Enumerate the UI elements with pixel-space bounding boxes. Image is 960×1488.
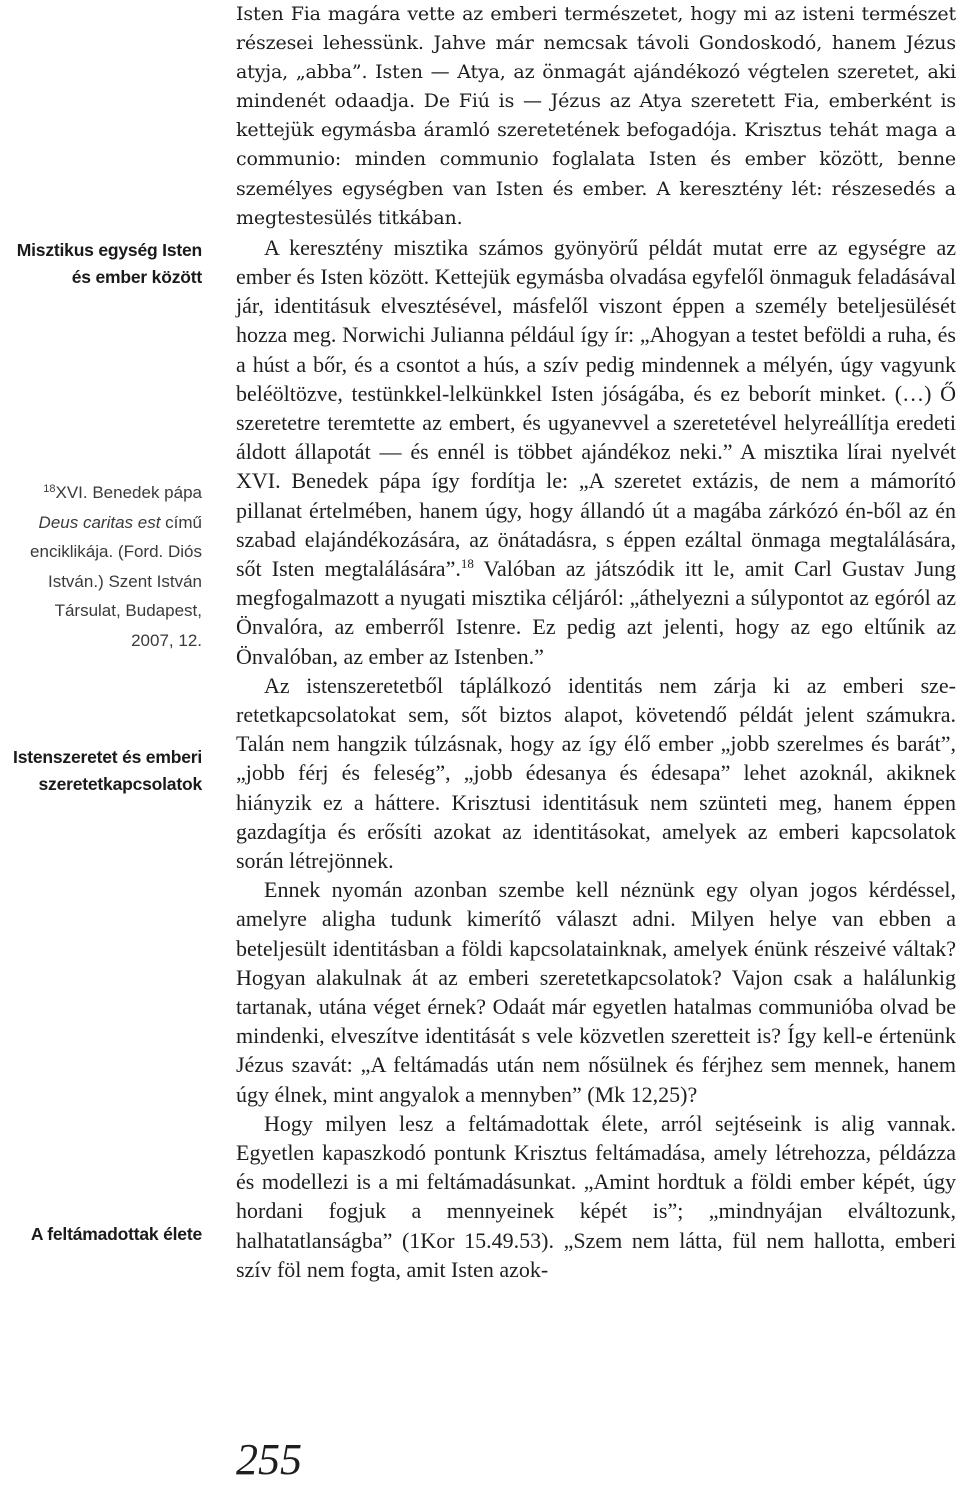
footnote-title-italic: Deus caritas est: [38, 512, 161, 532]
margin-heading-line: Misztikus egység Isten: [16, 240, 202, 260]
footnote-line: István.) Szent István: [47, 571, 202, 591]
paragraph-text: A keresztény misztika számos gyönyörű példát mutat erre az egységre az ember és Isten között. Kettejük egymásba olvadása egyfelől önmaguk feladásával jár, identitásuk elvesztésével, másfelől viszont éppen a személy beteljesülését hozza meg. Norwichi Julianna például így ír: „Ahogyan a testet beföldi a ruha, és a húst a bőr, és a csontot a hús, a szív pedig mindennek a mélyén, úgy vagyunk beléöltözve, testünkkel-lelkünkkel Isten jóságába, és ez beborít minket. (…) Ő szeretetre teremtette az embert, és ugyanevvel a szeretetével helyreállítja eredeti áldott állapotát — és ennél is többet ajándékoz neki.” A misztika lírai nyelvét XVI. Benedek pápa így fordítja le: „A szeretet extázis, de nem a mámorító pillanat értelmében, hanem úgy, hogy állandó út a magába zárkózó én-ből az én szabad elajándékozására, az önátadásra, s éppen ezáltal önmaga megtalálására, sőt Isten megtalálására”.: [236, 234, 956, 581]
footnote-text: XVI. Benedek pápa: [55, 483, 202, 502]
footnote-text: című: [160, 512, 202, 532]
margin-heading-line: szeretetkapcsolatok: [38, 774, 202, 794]
margin-heading-love-relationships: [0, 744, 202, 798]
paragraph-resurrection: Hogy milyen lesz a feltámadottak élete, arról sejtéseink is alig vannak. Egyetlen kapaszkodó pontunk Krisztus feltámadása, amely létrehozza, példázza és modellezi is a mi feltámadásunkat. „Amint hordtuk a földi ember képét, úgy hordani fogjuk a mennyeinek képét is”; „mindnyájan elváltozunk, halhatatlanságba” (1Kor 15.49.53). „Szem nem látta, fül nem hallotta, emberi szív föl nem fogta, amit Isten azok-: [236, 1110, 956, 1282]
footnote-line: [0, 478, 202, 508]
footnote-18: [0, 478, 202, 655]
margin-column: [0, 0, 204, 1488]
footnote-number: 18: [43, 483, 56, 495]
footnote-reference[interactable]: 18: [460, 555, 474, 571]
margin-heading-resurrected-life: [0, 1221, 202, 1248]
footnote-line: 2007, 12.: [131, 630, 202, 650]
margin-heading-line: és ember között: [71, 267, 202, 287]
paragraph-mystic-unity: [236, 233, 956, 671]
margin-heading-line: Istenszeretet és emberi: [13, 747, 202, 767]
paragraph-question: Ennek nyomán azonban szembe kell néznünk egy olyan jogos kérdéssel, amelyre aligha tudunk kimerítő választ adni. Milyen helye van ebben a beteljesült identitásban a földi kapcsolatainknak, amelyek énünk részeivé váltak? Hogyan alakulnak át az emberi szeretetkapcsolatok? Vajon csak a halálunkig tartanak, utána véget érnek? Odaát már egyetlen hatalmas communióba olvad be mindenki, elveszítve identitását s vele közvetlen szeretteit is? Így kell-e értenünk Jézus szavát: „A feltámadás után nem nősülnek és férjhez sem mennek, hanem úgy élnek, mint angyalok a mennyben” (Mk 12,25)?: [236, 877, 956, 1107]
margin-heading-line: A feltámadottak élete: [30, 1224, 202, 1244]
paragraph-love-relationships: Az istenszeretetből táplálkozó identitás nem zárja ki az emberi szeretetkapcsolatokat sem, sőt biztos alapot, követendő példát jelent számukra. Talán nem hangzik túlzásnak, hogy az így élő ember „jobb szerelmes és barát”, „jobb férj és feleség”, „jobb édesanya és édesapa” lehet azoknál, akiknek hiányzik ez a háttere. Krisztusi identitásuk nem szünteti meg, hanem éppen gazdagítja és erősíti azokat az identitásokat, amelyek az emberi kapcsolatok során létrejönnek.: [236, 672, 956, 874]
paragraph-incarnation: Isten Fia magára vette az emberi természetet, hogy mi az isteni természet részesei lehessünk. Jahve már nemcsak távoli Gondoskodó, hanem Jézus atyja, „abba”. Isten — Atya, az önmagát ajándékozó végtelen szeretet, aki mindenét odaadja. De Fiú is — Jézus az Atya szeretett Fia, emberként is kettejük egymásba áramló szeretetének befogadója. Krisztus tehát maga a communio: minden communio foglalata Isten és ember között, benne személyes egységben van Isten és ember. A keresztény lét: részesedés a megtestesülés titkában.: [236, 3, 956, 229]
footnote-line: Társulat, Budapest,: [54, 601, 202, 620]
paragraph-text: Valóban az játszódik itt le, amit Carl Gustav Jung megfogalmazott a nyugati misztika céljáról: „áthelyezni a súlypontot az egóról az Önvalóra, az emberről Istenre. Ez pedig azt jelenti, hogy az ego eltűnik az Önvalóban, az ember az Istenben.”: [236, 555, 956, 669]
body-text-column: [236, 0, 956, 1284]
page-number: 255: [236, 1435, 302, 1484]
margin-heading-mystic-unity: [0, 237, 202, 291]
footnote-line: enciklikája. (Ford. Diós: [30, 542, 202, 561]
footnote-line: [0, 508, 202, 538]
